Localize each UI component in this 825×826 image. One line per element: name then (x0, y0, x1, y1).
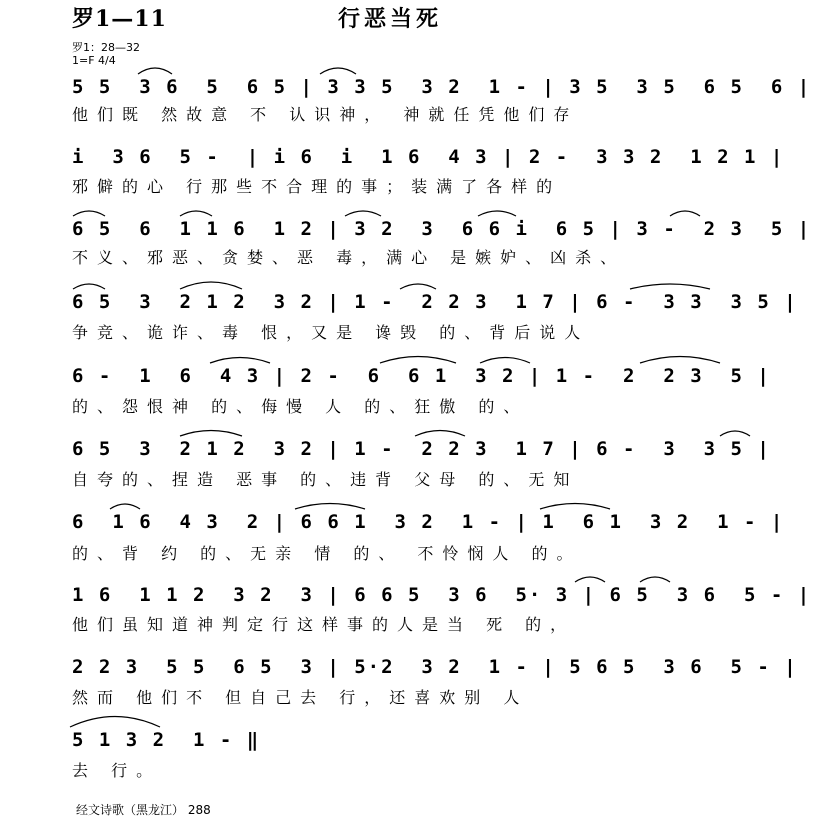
notation-row-4: 6 5 3 2 1 2 3 2 | 1 - 2 2 3 1 7 | 6 - 3 3 3 5 | (72, 291, 798, 313)
lyrics-row-10: 去 行。 (72, 761, 162, 780)
notation-row-2: i 3 6 5 - | i 6 i 1 6 4 3 | 2 - 3 3 2 1 2 1 | (72, 146, 785, 168)
lyrics-row-9: 然而 他们不 但自己去 行，还喜欢别 人 (72, 688, 529, 707)
notation-row-7: 6 1 6 4 3 2 | 6 6 1 3 2 1 - | 1 6 1 3 2 1 - | (72, 511, 785, 533)
notation-row-10: 5 1 3 2 1 - ‖ (72, 729, 261, 751)
lyrics-row-7: 的、背 约 的、无亲 情 的、 不怜悯人 的。 (72, 544, 582, 563)
source-footer: 经文诗歌（黑龙江） 288 (76, 803, 211, 817)
song-reference: 罗1—11 (72, 6, 167, 32)
lyrics-row-1: 他们既 然故意 不 认识神， 神就任凭他们存 (72, 105, 579, 124)
notation-row-1: 5 5 3 6 5 6 5 | 3 3 5 3 2 1 - | 3 5 3 5 6 5 6 | (72, 76, 812, 98)
notation-row-9: 2 2 3 5 5 6 5 3 | 5·2 3 2 1 - | 5 6 5 3 6 5 - | (72, 656, 798, 678)
lyrics-row-4: 争竞、诡诈、毒 恨，又是 谗毁 的、背后说人 (72, 323, 590, 342)
lyrics-row-8: 他们虽知道神判定行这样事的人是当 死 的， (72, 615, 576, 634)
lyrics-row-2: 邪僻的心 行那些不合理的事；装满了各样的 (72, 177, 562, 196)
lyrics-row-5: 的、怨恨神 的、侮慢 人 的、狂傲 的、 (72, 397, 529, 416)
notation-row-8: 1 6 1 1 2 3 2 3 | 6 6 5 3 6 5· 3 | 6 5 3 6 5 - | (72, 584, 812, 606)
verse-range: 罗1：28—32 (72, 41, 140, 54)
song-title: 行恶当死 (338, 6, 443, 32)
notation-row-5: 6 - 1 6 4 3 | 2 - 6 6 1 3 2 | 1 - 2 2 3 5 | (72, 365, 771, 387)
key-time-signature: 1=F 4/4 (72, 54, 116, 67)
lyrics-row-6: 自夸的、捏造 恶事 的、违背 父母 的、无知 (72, 470, 579, 489)
notation-row-6: 6 5 3 2 1 2 3 2 | 1 - 2 2 3 1 7 | 6 - 3 3 5 | (72, 438, 771, 460)
lyrics-row-3: 不义、邪恶、贪婪、恶 毒，满心 是嫉妒、凶杀、 (72, 248, 626, 267)
notation-row-3: 6 5 6 1 1 6 1 2 | 3 2 3 6 6 i 6 5 | 3 - 2 3 5 | (72, 218, 812, 240)
